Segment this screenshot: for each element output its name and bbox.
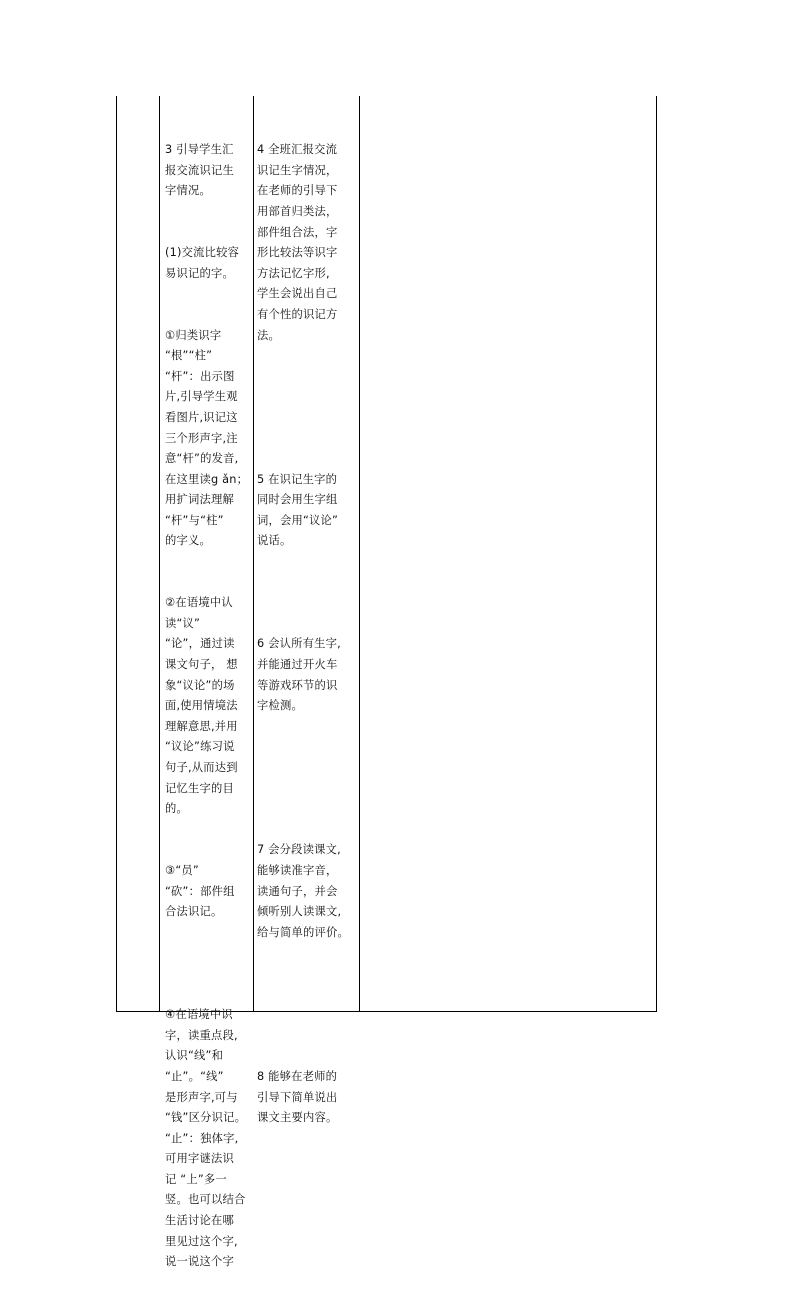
activity-paragraph: 3 引导学生汇 报交流识记生 字情况。	[165, 143, 234, 198]
column-divider-2	[253, 96, 254, 1012]
learning-goals-cell	[257, 99, 358, 1170]
table-border-right	[656, 96, 657, 1012]
activity-paragraph: ①归类识字 “根”“柱” “杆”：出示图 片,引导学生观 看图片,识记这 三个形声字,注 意“杆”的发音, 在这里读g ǎn； 用扩词法理解 “杆”与“柱” 的字义。	[165, 328, 249, 548]
column-divider-3	[359, 96, 360, 1012]
goal-spacer	[257, 387, 358, 428]
activity-paragraph: ②在语境中认 读“议” “论”，通过读 课文句子， 想 象“议论”的场 面,使用情境法 理解意思,并用 “议论”练习说 句子,从而达到 记忆生字的目 的。	[165, 596, 238, 816]
lesson-plan-table	[116, 96, 657, 1269]
activity-paragraph: ③“员” “砍”：部件组 合法识记。	[165, 863, 235, 919]
activity-paragraph: ④在语境中识 字，读重点段, 认识“线”和 “止”。“线” 是形声字,可与 “钱”区分识记。 “止”：独体字, 可用字谜法识 记 “上”多一 竖。也可以结合 生活讨论在哪 里见过这个字, 说一说这个字	[165, 1008, 247, 1269]
goal-paragraph: 4 全班汇报交流 识记生字情况， 在老师的引导下 用部首归类法， 部件组合法，字 形比较法等识字 方法记忆字形, 学生会说出自己 有个性的识记方 法。	[257, 143, 338, 342]
activity-paragraph: (1)交流比较容 易识记的字。	[165, 246, 240, 280]
goal-paragraph: 5 在识记生字的 同时会用生字组 词，会用“议论” 说话。	[257, 472, 339, 548]
goal-paragraph: 6 会认所有生字, 并能通过开火车 等游戏环节的识 字检测。	[257, 637, 341, 713]
goal-spacer	[257, 758, 358, 799]
column-divider-1	[159, 96, 160, 1012]
goal-paragraph: 8 能够在老师的 引导下简单说出 课文主要内容。	[257, 1069, 338, 1125]
goal-paragraph: 7 会分段读课文, 能够读准字音， 读通句子，并会 倾听别人读课文, 给与简单的评价。	[257, 843, 349, 939]
student-activities-cell	[165, 99, 253, 1314]
table-border-left	[116, 96, 117, 1012]
goal-spacer	[257, 985, 358, 1026]
